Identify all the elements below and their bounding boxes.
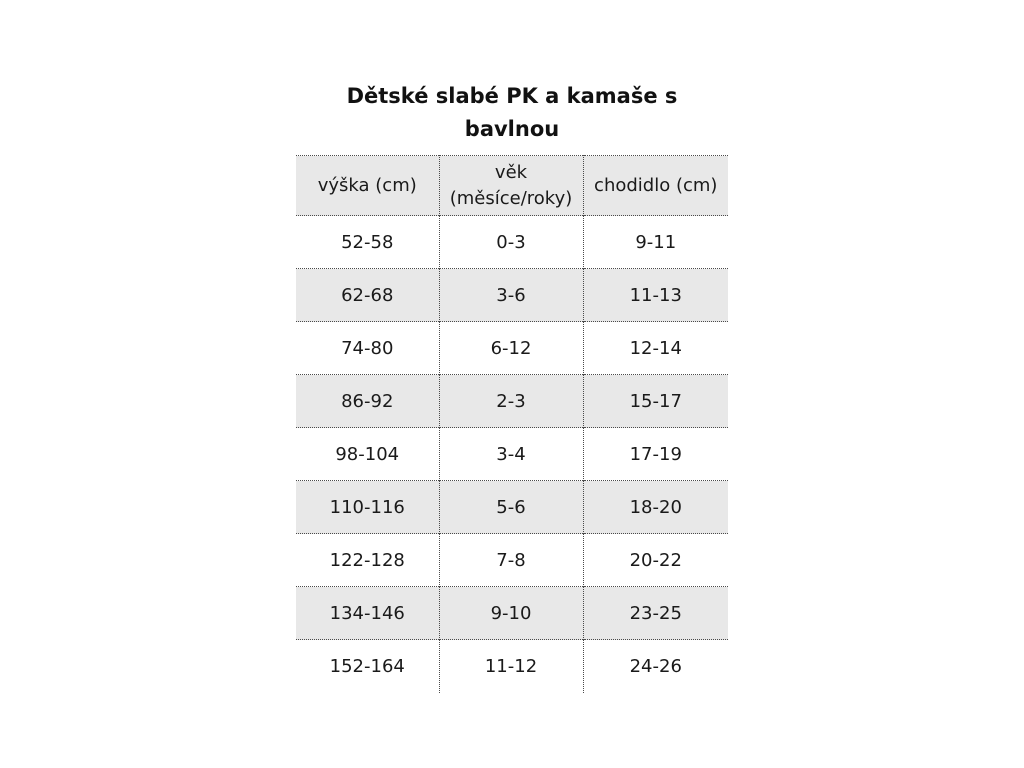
cell-age: 7-8	[439, 534, 583, 587]
table-row	[296, 481, 728, 534]
table-row	[296, 216, 728, 269]
cell-height: 74-80	[296, 322, 439, 375]
cell-foot: 11-13	[583, 269, 728, 322]
cell-foot: 17-19	[583, 428, 728, 481]
table-title: Dětské slabé PK a kamaše s bavlnou	[346, 84, 678, 141]
cell-foot: 12-14	[583, 322, 728, 375]
cell-age: 9-10	[439, 587, 583, 640]
cell-age: 6-12	[439, 322, 583, 375]
table-header-row	[296, 156, 728, 216]
cell-age: 3-6	[439, 269, 583, 322]
cell-age: 0-3	[439, 216, 583, 269]
cell-height: 134-146	[296, 587, 439, 640]
table-row	[296, 534, 728, 587]
table-row	[296, 640, 728, 693]
cell-foot: 15-17	[583, 375, 728, 428]
cell-foot: 20-22	[583, 534, 728, 587]
column-header-foot: chodidlo (cm)	[583, 156, 728, 216]
cell-age: 5-6	[439, 481, 583, 534]
column-header-height: výška (cm)	[296, 156, 439, 216]
cell-foot: 24-26	[583, 640, 728, 693]
cell-age: 3-4	[439, 428, 583, 481]
column-header-age: věk (měsíce/roky)	[439, 156, 583, 216]
cell-foot: 23-25	[583, 587, 728, 640]
cell-height: 86-92	[296, 375, 439, 428]
cell-foot: 18-20	[583, 481, 728, 534]
cell-height: 52-58	[296, 216, 439, 269]
cell-height: 110-116	[296, 481, 439, 534]
cell-height: 98-104	[296, 428, 439, 481]
table-row	[296, 587, 728, 640]
cell-height: 152-164	[296, 640, 439, 693]
table-row	[296, 269, 728, 322]
table-row	[296, 428, 728, 481]
size-table	[296, 155, 728, 693]
cell-age: 2-3	[439, 375, 583, 428]
table-row	[296, 375, 728, 428]
cell-height: 62-68	[296, 269, 439, 322]
cell-foot: 9-11	[583, 216, 728, 269]
table-row	[296, 322, 728, 375]
cell-height: 122-128	[296, 534, 439, 587]
cell-age: 11-12	[439, 640, 583, 693]
